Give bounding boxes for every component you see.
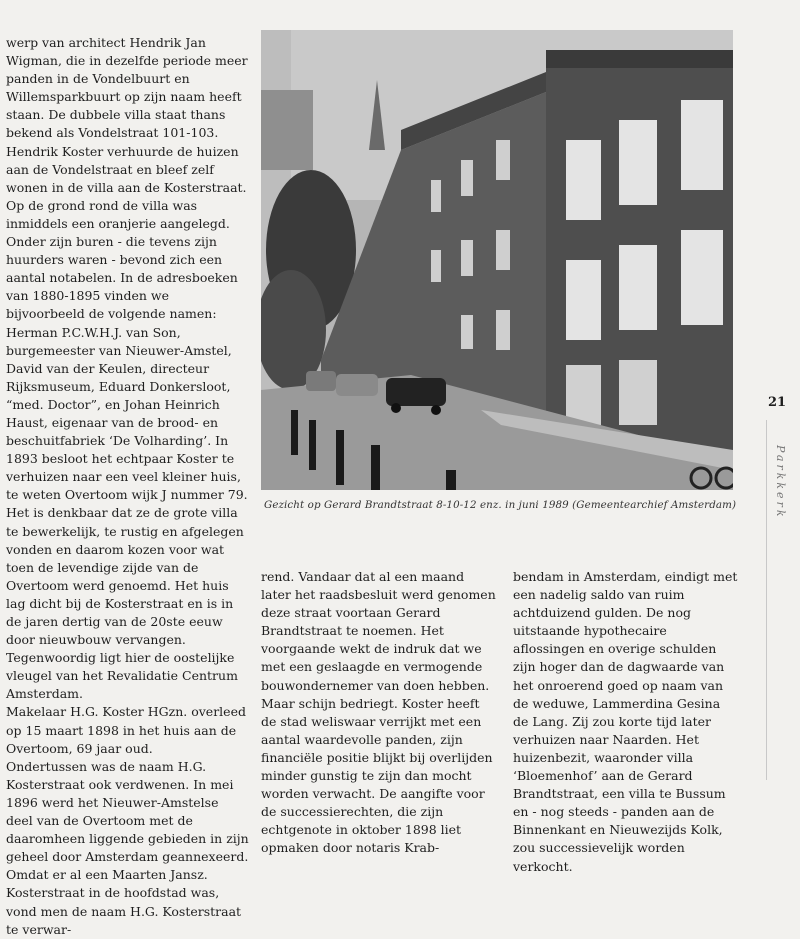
middle-text-column: rend. Vandaar dat al een maand later het raadsbesluit werd genomen deze straat voortaan Gerard Brandtstraat te noemen. Het voorgaande wekt de indruk dat we met een geslaagde en vermogende bouwondernemer van doen hebben. Maar schijn bedriegt. Koster heeft de stad weliswaar verrijkt met een aantal waardevolle panden, zijn financiële positie blijkt bij overlijden minder gunstig te zijn dan mocht worden verwacht. De aangifte voor de successierechten, die zijn echtgenote in oktober 1898 liet opmaken door notaris Krab- — [261, 569, 496, 856]
street-photo — [261, 30, 733, 490]
paragraph: Makelaar H.G. Koster HGzn. overleed op 15 maart 1898 in het huis aan de Overtoom, 69 jaar oud. — [6, 704, 246, 756]
street-photo-illustration — [261, 30, 733, 490]
paragraph: Op de grond rond de villa was inmiddels een oranjerie aangelegd. Onder zijn buren - die tevens zijn huurders waren - bevond zich een aantal notabelen. In de adresboeken van 1880-1895 vinden we bijvoorbeeld de volgende namen: Herman P.C.W.H.J. van Son, burgemeester van Nieuwer-Amstel, David van der Keulen, directeur Rijksmuseum, Eduard Donkersloot, “med. Doctor”, en Johan Heinrich Haust, eigenaar van de brood- en beschuitfabriek ‘De Volharding’. In 1893 besloot het echtpaar Koster te verhuizen naar een veel kleiner huis, te weten Overtoom wijk J nummer 79. Het is denkbaar dat ze de grote villa te bewerkelijk, te rustig en afgelegen vonden en daarom kozen voor wat toen de levendige zijde van de Overtoom werd genoemd. Het huis lag dicht bij de Kosterstraat en is in de jaren dertig van de 20ste eeuw door nieuwbouw vervangen. Tegenwoordig ligt hier de oostelijke vleugel van het Revalidatie Centrum Amsterdam. — [6, 197, 248, 702]
left-text-column — [6, 34, 249, 939]
section-label: Parkkerk — [774, 445, 787, 520]
photo-caption: Gezicht op Gerard Brandtstraat 8-10-12 enz. in juni 1989 (Gemeentearchief Amsterdam) — [264, 499, 737, 511]
page-number: 21 — [768, 395, 787, 410]
paragraph: werp van architect Hendrik Jan Wigman, die in dezelfde periode meer panden in de Vondelbuurt en Willemsparkbuurt op zijn naam heeft staan. De dubbele villa staat thans bekend als Vondelstraat 101-103. Hendrik Koster verhuurde de huizen aan de Vondelstraat en bleef zelf wonen in de villa aan de Kosterstraat. — [6, 35, 248, 195]
right-text-column: bendam in Amsterdam, eindigt met een nadelig saldo van ruim achtduizend gulden. De nog uitstaande hypothecaire aflossingen en overige schulden zijn hoger dan de dagwaarde van het onroerend goed op naam van de weduwe, Lammerdina Gesina de Lang. Zij zou korte tijd later verhuizen naar Naarden. Het huizenbezit, waaronder villa ‘Bloemenhof’ aan de Gerard Brandtstraat, een villa te Bussum en - nog steeds - panden aan de Binnenkant en Nieuwezijds Kolk, zou successievelijk worden verkocht. — [513, 569, 738, 874]
paragraph: Ondertussen was de naam H.G. Kosterstraat ook verdwenen. In mei 1896 werd het Nieuwer-Amstelse deel van de Overtoom met de daaromheen liggende gebieden in zijn geheel door Amsterdam geannexeerd. Omdat er al een Maarten Jansz. Kosterstraat in de hoofdstad was, vond men de naam H.G. Kosterstraat te verwar- — [6, 758, 249, 937]
margin-rule — [766, 420, 767, 780]
